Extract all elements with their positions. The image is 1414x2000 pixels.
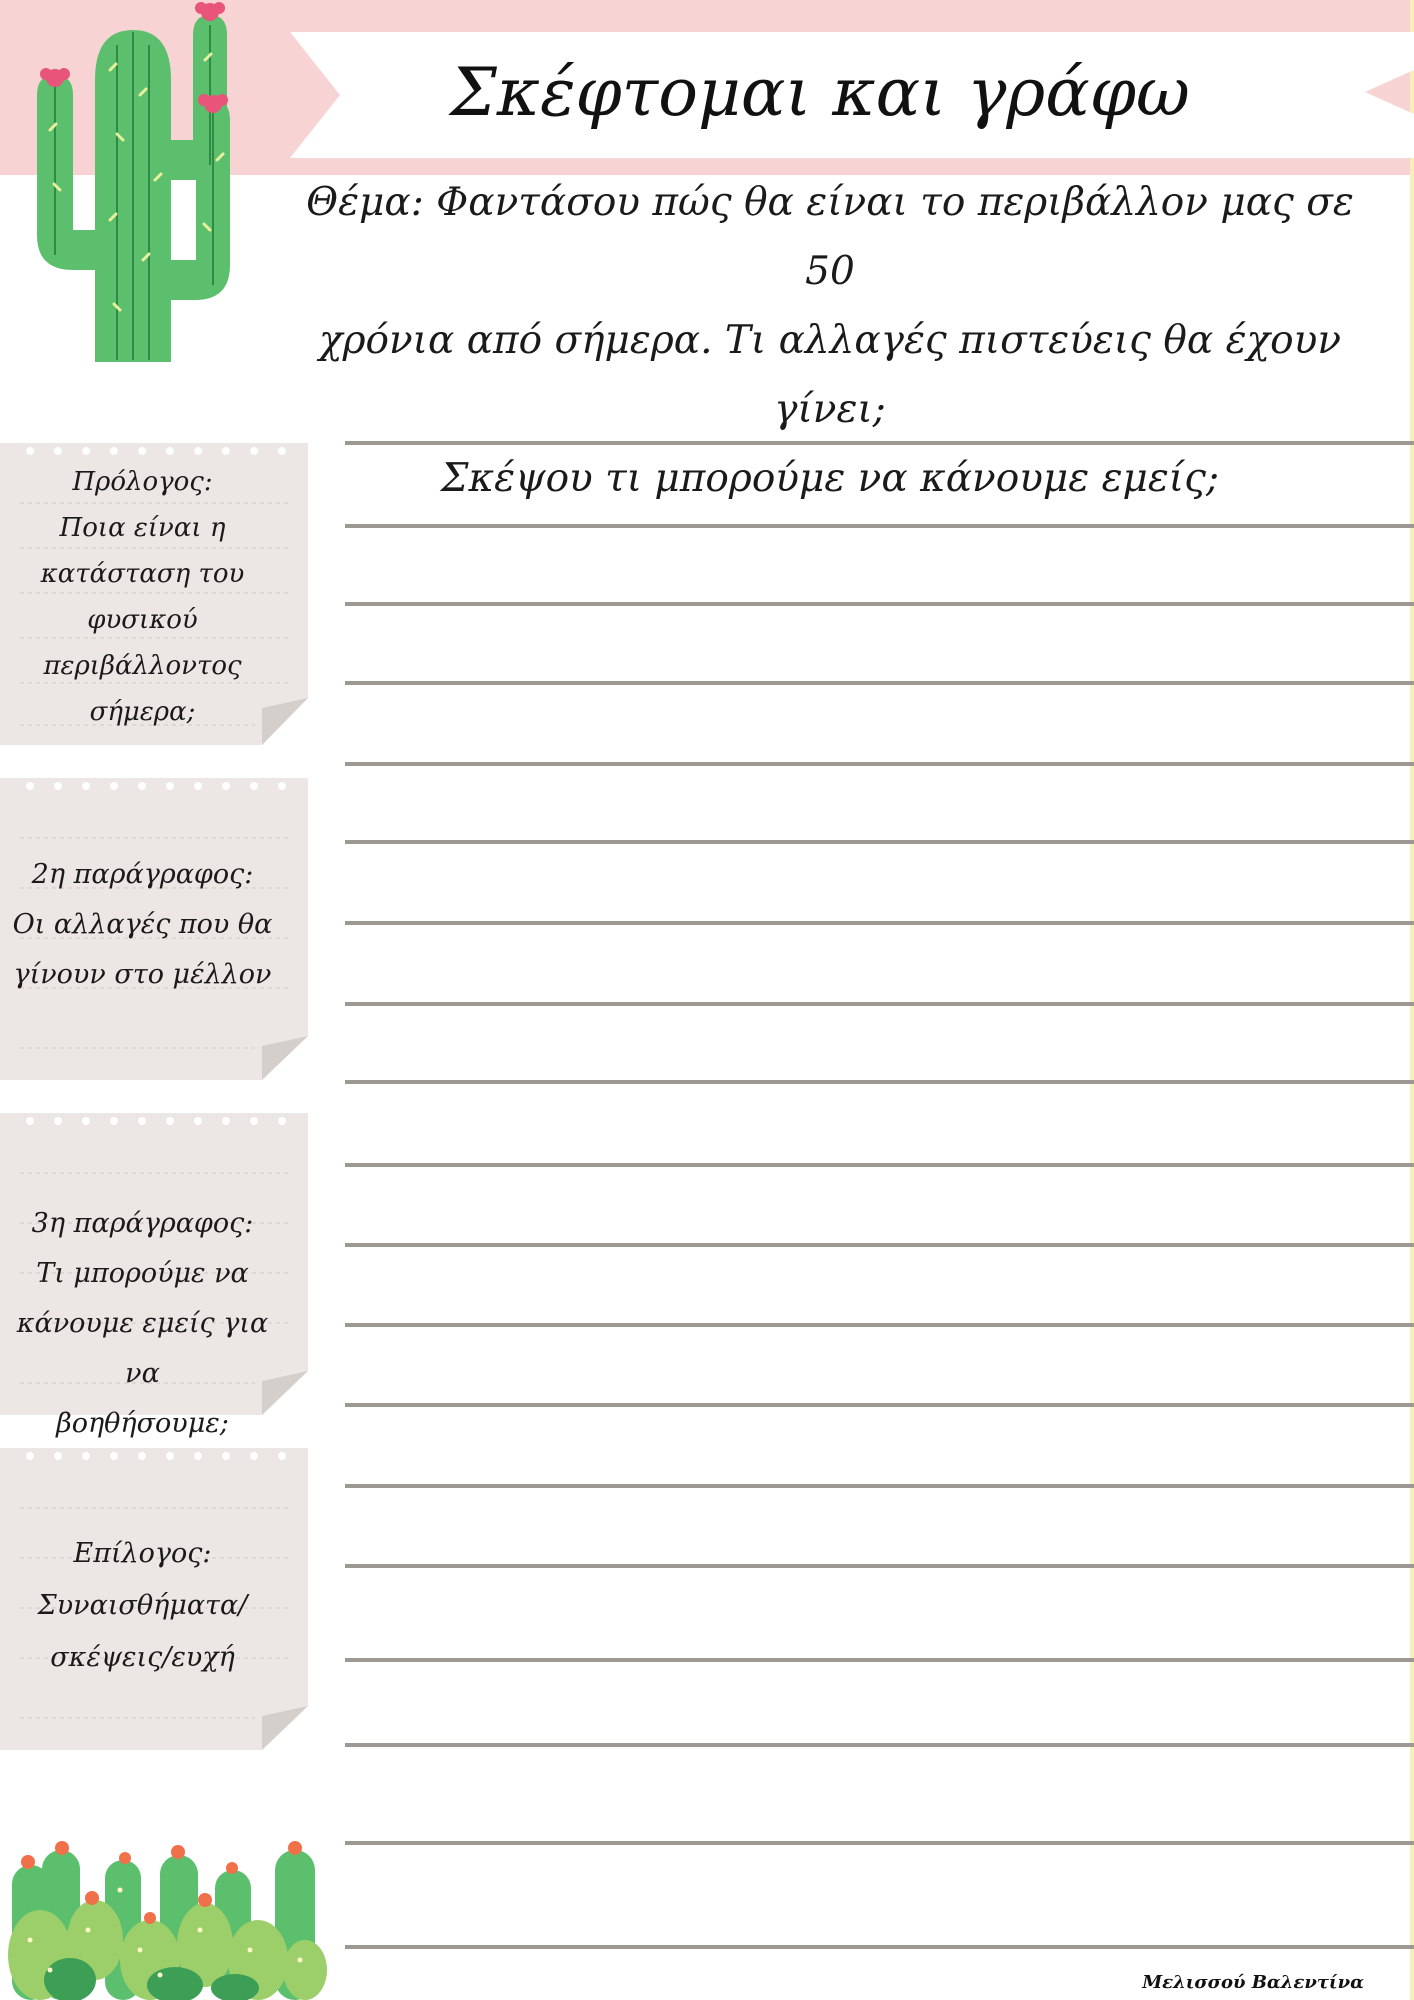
topic-line-1: Θέμα: Φαντάσου πώς θα είναι το περιβάλλον μας σε 50 [306, 180, 1354, 294]
note-line: γίνουν στο μέλλον [13, 959, 272, 990]
topic-line-2: χρόνια από σήμερα. Τι αλλαγές πιστεύεις θα έχουν γίνει; [318, 318, 1342, 432]
author-signature: Μελισσού Βαλεντίνα [1142, 1972, 1364, 1993]
topic-line-3: Σκέψου τι μπορούμε να κάνουμε εμείς; [440, 456, 1220, 501]
note-line: Πρόλογος: [72, 467, 213, 497]
note-line: Επίλογος: [73, 1538, 212, 1569]
note-card-epilogue [0, 1448, 310, 1758]
note-text [0, 1199, 285, 1449]
note-text [0, 850, 285, 1000]
cactus-row-icon [0, 1830, 330, 2000]
note-text [0, 1528, 285, 1684]
note-line: Τι μπορούμε να [36, 1258, 249, 1289]
note-card-prologue [0, 443, 310, 753]
note-line: Ποια είναι η [59, 513, 226, 543]
note-card-paragraph-3 [0, 1113, 310, 1439]
note-line: 3η παράγραφος: [31, 1208, 254, 1239]
note-line: κάνουμε εμείς για να [16, 1308, 269, 1389]
note-line: κατάσταση του [40, 559, 245, 589]
note-card-paragraph-2 [0, 778, 310, 1088]
note-line: Οι αλλαγές που θα [12, 909, 273, 940]
note-line: σκέψεις/ευχή [50, 1642, 235, 1673]
note-line: Συναισθήματα/ [37, 1590, 248, 1621]
page-title: Σκέφτομαι και γράφω [450, 54, 1190, 131]
note-line: περιβάλλοντος [43, 651, 242, 681]
note-line: φυσικού [87, 605, 198, 635]
note-line: σήμερα; [89, 697, 196, 727]
note-line: 2η παράγραφος: [31, 859, 254, 890]
note-text [0, 459, 285, 735]
note-line: βοηθήσουμε; [56, 1408, 229, 1439]
